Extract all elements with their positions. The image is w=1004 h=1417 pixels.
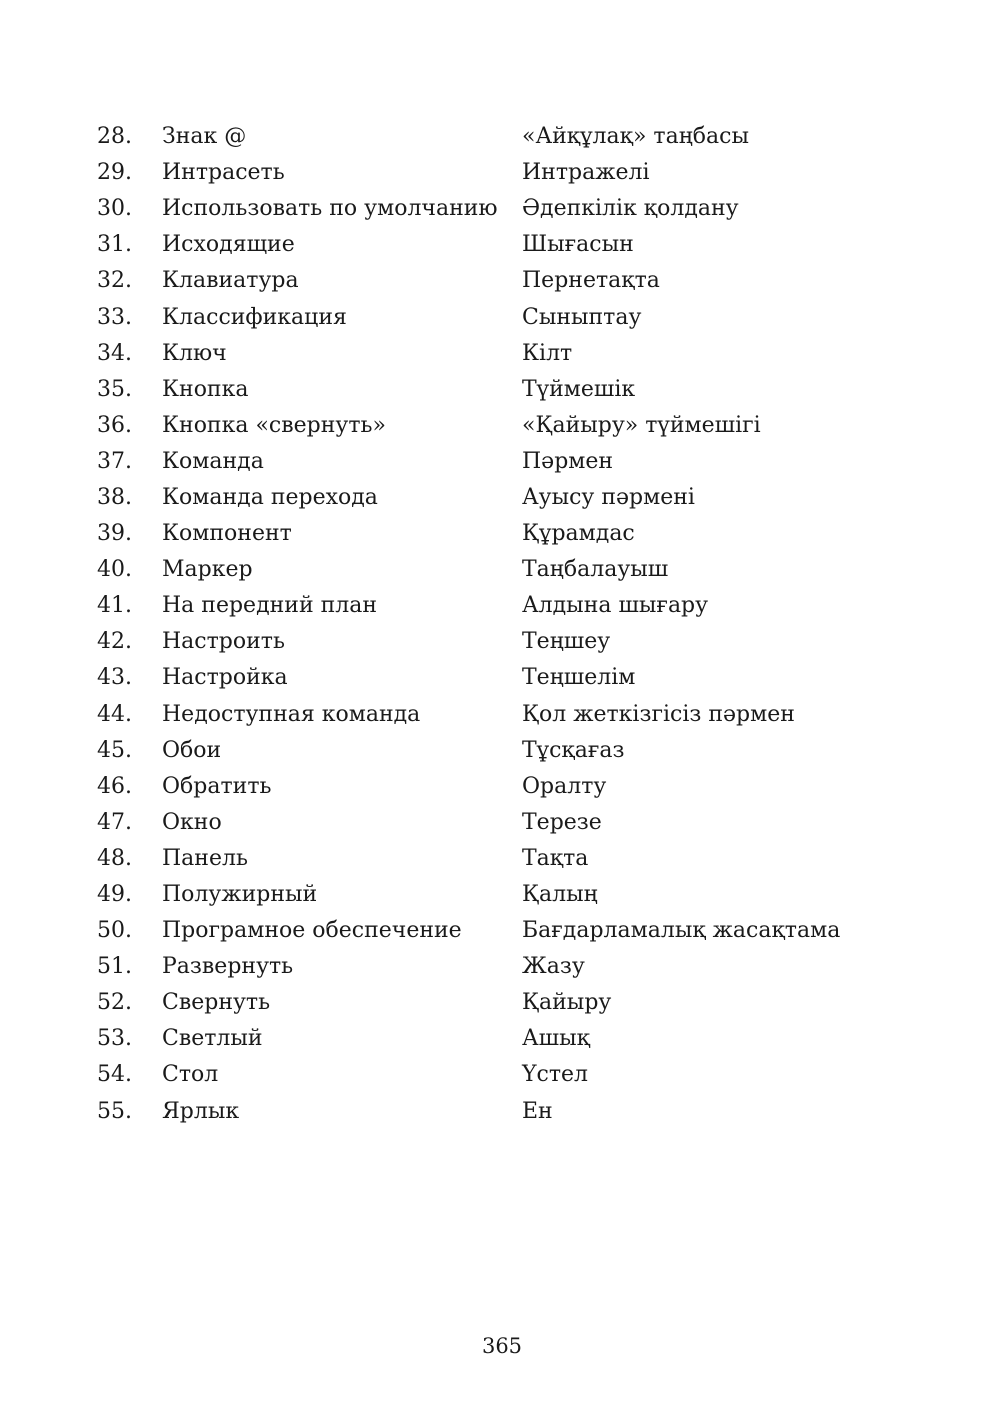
glossary-row (97, 191, 897, 227)
kazakh-term: Түймешік (522, 376, 636, 402)
glossary-row (97, 624, 897, 660)
entry-number: 41. (97, 593, 132, 619)
russian-term: Исходящие (162, 232, 295, 258)
glossary-list (97, 119, 897, 1130)
entry-number: 50. (97, 918, 132, 944)
kazakh-term: Пәрмен (522, 448, 614, 474)
entry-number: 42. (97, 629, 132, 655)
kazakh-term: Теңшеу (522, 629, 611, 655)
entry-number: 39. (97, 521, 132, 547)
entry-number: 36. (97, 412, 132, 438)
glossary-row (97, 697, 897, 733)
russian-term: На передний план (162, 593, 378, 619)
kazakh-term: Қайыру (522, 990, 612, 1016)
glossary-row (97, 299, 897, 335)
glossary-row (97, 227, 897, 263)
entry-number: 31. (97, 232, 132, 258)
russian-term: Свернуть (162, 990, 271, 1016)
kazakh-term: «Айқұлақ» таңбасы (522, 124, 750, 150)
glossary-row (97, 985, 897, 1021)
entry-number: 52. (97, 990, 132, 1016)
russian-term: Недоступная команда (162, 701, 421, 727)
glossary-row (97, 155, 897, 191)
glossary-row (97, 733, 897, 769)
russian-term: Обои (162, 737, 222, 763)
russian-term: Классификация (162, 304, 347, 330)
entry-number: 30. (97, 196, 132, 222)
russian-term: Клавиатура (162, 268, 299, 294)
entry-number: 47. (97, 809, 132, 835)
entry-number: 34. (97, 340, 132, 366)
entry-number: 44. (97, 701, 132, 727)
entry-number: 53. (97, 1026, 132, 1052)
entry-number: 32. (97, 268, 132, 294)
entry-number: 28. (97, 124, 132, 150)
entry-number: 51. (97, 954, 132, 980)
russian-term: Кнопка (162, 376, 249, 402)
glossary-row (97, 444, 897, 480)
russian-term: Развернуть (162, 954, 294, 980)
glossary-row (97, 263, 897, 299)
kazakh-term: Терезе (522, 809, 602, 835)
entry-number: 33. (97, 304, 132, 330)
kazakh-term: Кілт (522, 340, 573, 366)
glossary-row (97, 119, 897, 155)
russian-term: Обратить (162, 773, 272, 799)
kazakh-term: Бағдарламалық жасақтама (522, 918, 841, 944)
kazakh-term: Тақта (522, 845, 589, 871)
entry-number: 49. (97, 882, 132, 908)
glossary-row (97, 949, 897, 985)
entry-number: 40. (97, 557, 132, 583)
glossary-row (97, 1057, 897, 1093)
entry-number: 38. (97, 484, 132, 510)
entry-number: 55. (97, 1098, 132, 1124)
entry-number: 54. (97, 1062, 132, 1088)
russian-term: Светлый (162, 1026, 263, 1052)
kazakh-term: Үстел (522, 1062, 589, 1088)
kazakh-term: Оралту (522, 773, 607, 799)
russian-term: Маркер (162, 557, 253, 583)
kazakh-term: Алдына шығару (522, 593, 709, 619)
russian-term: Ключ (162, 340, 227, 366)
glossary-row (97, 408, 897, 444)
russian-term: Кнопка «свернуть» (162, 412, 386, 438)
glossary-row (97, 1021, 897, 1057)
russian-term: Ярлык (162, 1098, 240, 1124)
glossary-row (97, 516, 897, 552)
russian-term: Полужирный (162, 882, 318, 908)
kazakh-term: Ауысу пәрмені (522, 484, 695, 510)
kazakh-term: Қалың (522, 882, 598, 908)
kazakh-term: Құрамдас (522, 521, 635, 547)
russian-term: Компонент (162, 521, 292, 547)
glossary-row (97, 552, 897, 588)
glossary-row (97, 660, 897, 696)
kazakh-term: «Қайыру» түймешігі (522, 412, 761, 438)
entry-number: 45. (97, 737, 132, 763)
russian-term: Команда (162, 448, 264, 474)
russian-term: Стол (162, 1062, 219, 1088)
glossary-row (97, 588, 897, 624)
kazakh-term: Теңшелім (522, 665, 636, 691)
russian-term: Интрасеть (162, 160, 285, 186)
kazakh-term: Қол жеткізгісіз пәрмен (522, 701, 795, 727)
russian-term: Настройка (162, 665, 288, 691)
kazakh-term: Пернетақта (522, 268, 660, 294)
glossary-row (97, 913, 897, 949)
entry-number: 35. (97, 376, 132, 402)
kazakh-term: Әдепкілік қолдану (522, 196, 739, 222)
russian-term: Команда перехода (162, 484, 378, 510)
kazakh-term: Тұсқағаз (522, 737, 625, 763)
glossary-row (97, 336, 897, 372)
kazakh-term: Таңбалауыш (522, 557, 669, 583)
entry-number: 37. (97, 448, 132, 474)
glossary-row (97, 805, 897, 841)
russian-term: Использовать по умолчанию (162, 196, 498, 222)
russian-term: Програмное обеспечение (162, 918, 462, 944)
kazakh-term: Ен (522, 1098, 553, 1124)
russian-term: Панель (162, 845, 248, 871)
entry-number: 48. (97, 845, 132, 871)
kazakh-term: Шығасын (522, 232, 634, 258)
russian-term: Настроить (162, 629, 285, 655)
glossary-row (97, 1094, 897, 1130)
entry-number: 29. (97, 160, 132, 186)
glossary-row (97, 769, 897, 805)
russian-term: Окно (162, 809, 222, 835)
glossary-row (97, 877, 897, 913)
glossary-row (97, 480, 897, 516)
entry-number: 46. (97, 773, 132, 799)
glossary-row (97, 841, 897, 877)
russian-term: Знак @ (162, 124, 247, 150)
entry-number: 43. (97, 665, 132, 691)
page-number: 365 (481, 1334, 523, 1358)
glossary-row (97, 372, 897, 408)
kazakh-term: Жазу (522, 954, 585, 980)
kazakh-term: Интражелі (522, 160, 650, 186)
kazakh-term: Ашық (522, 1026, 590, 1052)
kazakh-term: Сыныптау (522, 304, 642, 330)
